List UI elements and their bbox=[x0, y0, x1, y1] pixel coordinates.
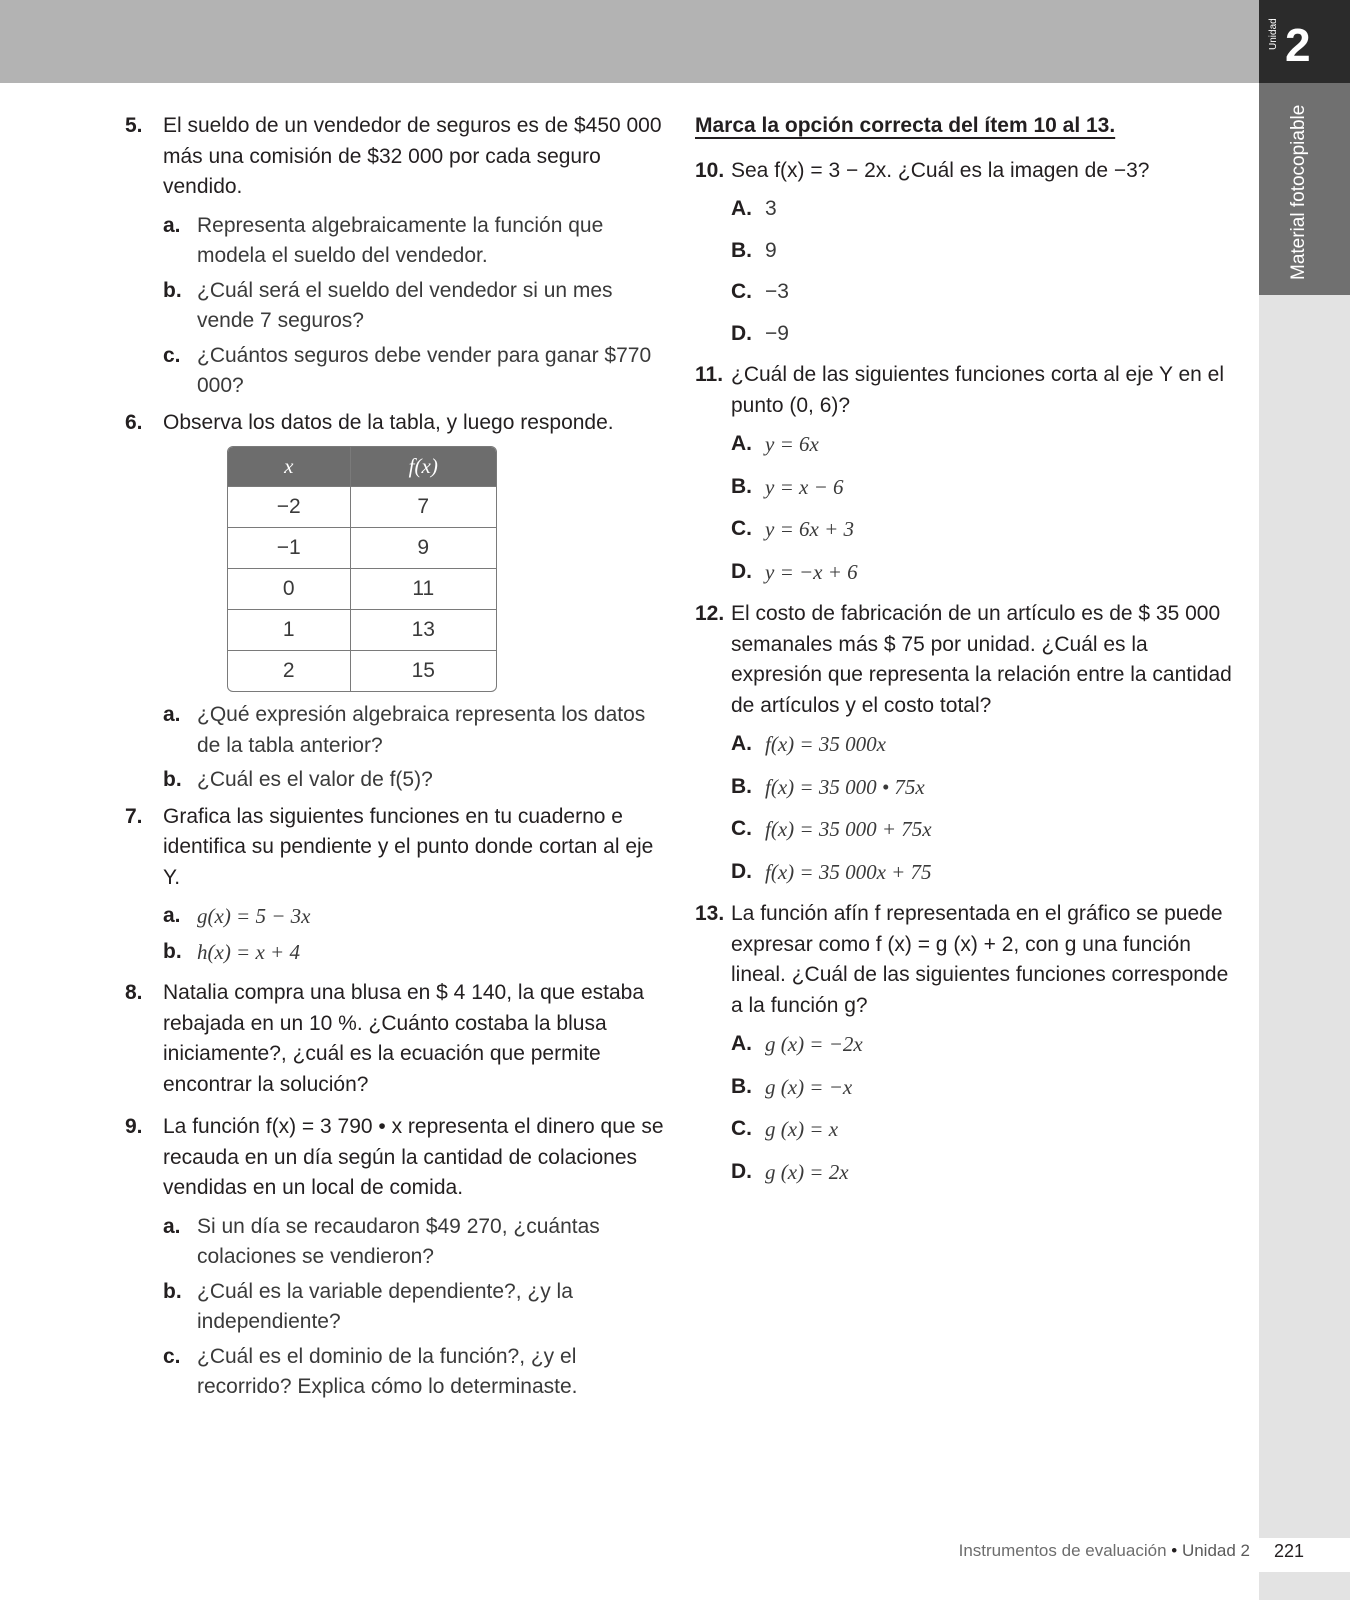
option-letter: D. bbox=[731, 859, 752, 883]
option bbox=[731, 772, 1235, 804]
sub-text: ¿Cuántos seguros debe vender para ganar $770 000? bbox=[197, 343, 652, 397]
sub-text: Representa algebraicamente la función que modela el sueldo del vendedor. bbox=[197, 213, 604, 267]
sub-item bbox=[163, 1342, 665, 1403]
option-text: g (x) = −x bbox=[765, 1074, 853, 1099]
sub-letter: b. bbox=[163, 939, 182, 963]
sub-text: Si un día se recaudaron $49 270, ¿cuántas colaciones se vendieron? bbox=[197, 1214, 600, 1268]
option-letter: A. bbox=[731, 1032, 752, 1055]
sub-letter: a. bbox=[163, 904, 181, 927]
option-letter: B. bbox=[731, 474, 752, 498]
table-cell: 9 bbox=[350, 528, 496, 569]
sub-item bbox=[163, 1212, 665, 1273]
option-letter: B. bbox=[731, 1074, 752, 1098]
table-row bbox=[228, 569, 496, 610]
sub-text: g(x) = 5 − 3x bbox=[197, 904, 311, 928]
option-letter: C. bbox=[731, 517, 752, 540]
option bbox=[731, 557, 1235, 589]
question-7 bbox=[125, 802, 665, 894]
table-cell: 13 bbox=[350, 610, 496, 651]
sub-text: ¿Cuál será el sueldo del vendedor si un mes vende 7 seguros? bbox=[197, 278, 613, 332]
sub-letter: c. bbox=[163, 1344, 181, 1368]
option bbox=[731, 319, 1235, 350]
option-letter: D. bbox=[731, 321, 752, 345]
unit-word: Unidad bbox=[1268, 18, 1279, 50]
table-row bbox=[228, 610, 496, 651]
question-number: 12. bbox=[695, 602, 725, 625]
sub-letter: b. bbox=[163, 278, 182, 302]
option-text: y = 6x + 3 bbox=[765, 517, 854, 541]
option-letter: C. bbox=[731, 817, 752, 840]
table-cell: 15 bbox=[350, 651, 496, 692]
sub-item bbox=[163, 276, 665, 337]
table-cell: 1 bbox=[228, 610, 350, 651]
question-11 bbox=[695, 360, 1235, 421]
table-cell: −1 bbox=[228, 528, 350, 569]
left-column bbox=[125, 111, 665, 1407]
question-8 bbox=[125, 978, 665, 1100]
footer-unit: Unidad 2 bbox=[1181, 1541, 1250, 1560]
option bbox=[731, 236, 1235, 267]
table-cell: 0 bbox=[228, 569, 350, 610]
sub-item bbox=[163, 341, 665, 402]
question-number: 9. bbox=[125, 1115, 143, 1138]
right-column bbox=[695, 111, 1235, 1199]
option-text: 9 bbox=[765, 238, 777, 262]
values-table bbox=[227, 446, 497, 692]
option-letter: A. bbox=[731, 432, 752, 455]
table-cell: 11 bbox=[350, 569, 496, 610]
sub-letter: b. bbox=[163, 768, 182, 791]
unit-number: 2 bbox=[1285, 19, 1311, 71]
option bbox=[731, 1114, 1235, 1146]
question-text: Grafica las siguientes funciones en tu cuaderno e identifica su pendiente y el punto donde cortan al eje Y. bbox=[163, 804, 654, 889]
sub-item bbox=[163, 901, 665, 933]
sub-item bbox=[163, 211, 665, 272]
table-row bbox=[228, 528, 496, 569]
sub-item bbox=[163, 937, 665, 969]
question-text: La función afín f representada en el gráfico se puede expresar como f (x) = g (x) + 2, con g una función lineal. ¿Cuál de las siguientes funciones corresponde a la función g? bbox=[731, 902, 1229, 1017]
footer-separator: • bbox=[1166, 1541, 1182, 1560]
page-number: 221 bbox=[1273, 1541, 1305, 1561]
option bbox=[731, 514, 1235, 546]
option-text: f(x) = 35 000x + 75 bbox=[765, 859, 932, 884]
option bbox=[731, 857, 1235, 889]
question-number: 5. bbox=[125, 114, 143, 137]
question-text: La función f(x) = 3 790 • x representa el dinero que se recauda en un día según la cantidad de colaciones vendidas en un local de comida. bbox=[163, 1115, 664, 1199]
footer bbox=[900, 1541, 1250, 1561]
option-letter: C. bbox=[731, 1117, 752, 1140]
option-text: f(x) = 35 000 • 75x bbox=[765, 774, 925, 799]
table-cell: 2 bbox=[228, 651, 350, 692]
question-number: 10. bbox=[695, 158, 725, 182]
question-10 bbox=[695, 156, 1235, 187]
table-header-x: x bbox=[228, 447, 350, 487]
sub-item bbox=[163, 765, 665, 796]
footer-text: Instrumentos de evaluación bbox=[958, 1541, 1167, 1560]
option-text: 3 bbox=[765, 197, 777, 220]
question-9 bbox=[125, 1112, 665, 1204]
option-text: f(x) = 35 000x bbox=[765, 732, 886, 756]
option bbox=[731, 1072, 1235, 1104]
sub-letter: a. bbox=[163, 213, 181, 237]
option bbox=[731, 429, 1235, 461]
option-text: g (x) = 2x bbox=[765, 1159, 849, 1184]
option bbox=[731, 194, 1235, 225]
option-letter: B. bbox=[731, 774, 752, 798]
sub-item bbox=[163, 700, 665, 761]
option-text: −9 bbox=[765, 321, 789, 345]
option-letter: A. bbox=[731, 732, 752, 755]
sub-text: ¿Qué expresión algebraica representa los datos de la tabla anterior? bbox=[197, 703, 646, 757]
question-text: ¿Cuál de las siguientes funciones corta al eje Y en el punto (0, 6)? bbox=[731, 363, 1225, 417]
table-header-fx: f(x) bbox=[350, 447, 496, 487]
option-text: y = x − 6 bbox=[765, 474, 844, 499]
option-text: f(x) = 35 000 + 75x bbox=[765, 817, 932, 841]
table-cell: −2 bbox=[228, 487, 350, 528]
question-number: 11. bbox=[695, 363, 724, 386]
table-row bbox=[228, 487, 496, 528]
option bbox=[731, 277, 1235, 308]
sub-letter: a. bbox=[163, 703, 181, 726]
table-row bbox=[228, 651, 496, 692]
option bbox=[731, 1157, 1235, 1189]
sub-text: ¿Cuál es el dominio de la función?, ¿y el recorrido? Explica cómo lo determinaste. bbox=[197, 1344, 578, 1398]
question-text: Observa los datos de la tabla, y luego responde. bbox=[163, 410, 614, 434]
question-text: Sea f(x) = 3 − 2x. ¿Cuál es la imagen de −3? bbox=[731, 158, 1150, 182]
sub-letter: a. bbox=[163, 1214, 181, 1238]
option-letter: D. bbox=[731, 1159, 752, 1183]
option bbox=[731, 729, 1235, 761]
table-cell: 7 bbox=[350, 487, 496, 528]
option-text: g (x) = −2x bbox=[765, 1032, 863, 1056]
question-6 bbox=[125, 408, 665, 439]
question-number: 13. bbox=[695, 902, 725, 925]
option-letter: C. bbox=[731, 280, 752, 303]
sub-letter: b. bbox=[163, 1279, 182, 1303]
header-bar bbox=[0, 0, 1259, 83]
option bbox=[731, 472, 1235, 504]
option-letter: D. bbox=[731, 559, 752, 583]
sub-item bbox=[163, 1277, 665, 1338]
section-heading: Marca la opción correcta del ítem 10 al 13. bbox=[695, 114, 1116, 137]
question-text: El sueldo de un vendedor de seguros es de $450 000 más una comisión de $32 000 por cada seguro vendido. bbox=[163, 114, 662, 198]
option-letter: B. bbox=[731, 238, 752, 262]
sub-text: h(x) = x + 4 bbox=[197, 939, 300, 964]
option bbox=[731, 1029, 1235, 1061]
question-number: 6. bbox=[125, 410, 143, 434]
option-text: y = 6x bbox=[765, 432, 819, 456]
question-text: El costo de fabricación de un artículo es de $ 35 000 semanales más $ 75 por unidad. ¿Cuál es la expresión que representa la relación entre la cantidad de artículos y el costo total? bbox=[731, 602, 1232, 717]
sub-letter: c. bbox=[163, 343, 181, 367]
option-text: −3 bbox=[765, 280, 789, 303]
side-label: Material fotocopiable bbox=[1288, 104, 1309, 280]
option-letter: A. bbox=[731, 197, 752, 220]
sub-text: ¿Cuál es el valor de f(5)? bbox=[197, 768, 433, 791]
question-number: 7. bbox=[125, 804, 143, 828]
option-text: y = −x + 6 bbox=[765, 559, 858, 584]
option bbox=[731, 814, 1235, 846]
question-number: 8. bbox=[125, 981, 143, 1004]
question-text: Natalia compra una blusa en $ 4 140, la que estaba rebajada en un 10 %. ¿Cuánto costaba la blusa iniciamente?, ¿cuál es la ecuación que permite encontrar la solución? bbox=[163, 981, 645, 1096]
question-13 bbox=[695, 899, 1235, 1021]
question-5 bbox=[125, 111, 665, 203]
question-12 bbox=[695, 599, 1235, 721]
option-text: g (x) = x bbox=[765, 1117, 839, 1141]
sub-text: ¿Cuál es la variable dependiente?, ¿y la independiente? bbox=[197, 1279, 573, 1333]
